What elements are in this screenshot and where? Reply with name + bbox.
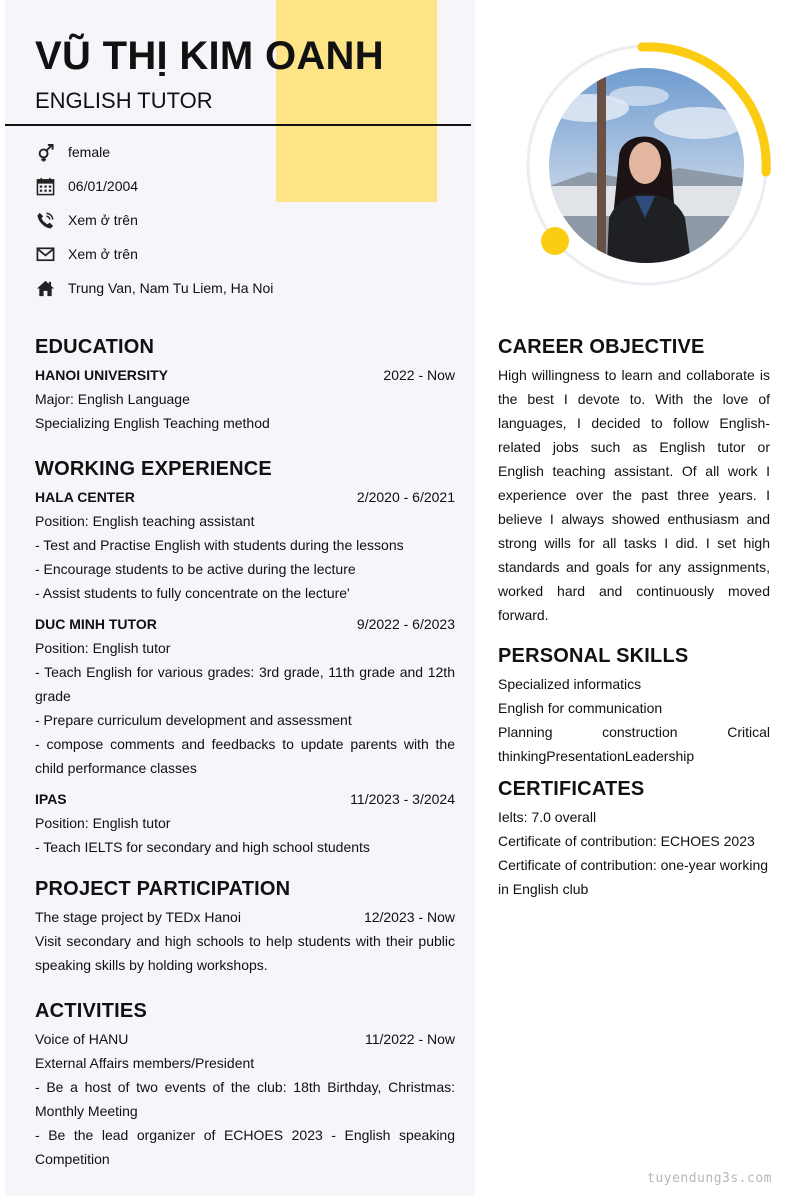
activity-item: - Be the lead organizer of ECHOES 2023 - English speaking Competition xyxy=(35,1127,455,1167)
home-icon xyxy=(35,278,55,298)
education-detail: Specializing English Teaching method xyxy=(35,415,270,431)
job-period: 2/2020 - 6/2021 xyxy=(356,489,455,505)
certificate-item: Ielts: 7.0 overall xyxy=(498,809,597,825)
job-position: Position: English tutor xyxy=(35,640,171,656)
job-task: - Encourage students to be active during the lecture xyxy=(35,561,356,577)
header-divider xyxy=(5,124,471,126)
skill-item: English for communication xyxy=(498,700,663,716)
project-header xyxy=(35,905,455,929)
certificate-item: Certificate of contribution: one-year working in English club xyxy=(498,857,769,897)
gender-value: female xyxy=(68,144,111,160)
education-major: Major: English Language xyxy=(35,391,190,407)
experience-section xyxy=(35,485,455,859)
job-task: - compose comments and feedbacks to update parents with the child performance classes xyxy=(35,736,455,776)
activity-period: 11/2022 - Now xyxy=(364,1031,455,1047)
objective-text: High willingness to learn and collaborate is the best I devote to. With the love of languages, I decided to follow English-related jobs such as English tutor or English teaching assistant. Of all work I experience over the past three years. I believe I always showed enthusiasm and strong wills for all tasks I did. I set high standards and goals for any assignments, worked hard and continuously moved forward. xyxy=(498,367,770,623)
project-period: 12/2023 - Now xyxy=(363,909,455,925)
job-task: - Teach English for various grades: 3rd grade, 11th grade and 12th grade xyxy=(35,664,455,704)
profile-photo-frame xyxy=(520,36,776,292)
calendar-icon xyxy=(35,176,55,196)
job-position: Position: English teaching assistant xyxy=(35,513,255,529)
job-task: - Teach IELTS for secondary and high school students xyxy=(35,839,370,855)
activities-section xyxy=(35,1027,455,1171)
skills-section xyxy=(498,672,770,768)
job-header xyxy=(35,612,455,636)
education-period: 2022 - Now xyxy=(383,367,455,383)
job-company: IPAS xyxy=(35,791,67,807)
education-school: HANOI UNIVERSITY xyxy=(35,367,169,383)
project-name: The stage project by TEDx Hanoi xyxy=(35,909,241,925)
decorative-yellow-block xyxy=(276,0,437,202)
job-header xyxy=(35,787,455,811)
job-header xyxy=(35,485,455,509)
skill-item: Specialized informatics xyxy=(498,676,642,692)
email-value: Xem ở trên xyxy=(68,246,138,262)
birthday-value: 06/01/2004 xyxy=(68,178,139,194)
activity-header xyxy=(35,1027,455,1051)
project-heading: PROJECT PARTICIPATION xyxy=(35,878,291,900)
job-entry xyxy=(35,612,455,780)
certificates-section xyxy=(498,805,770,901)
job-company: HALA CENTER xyxy=(35,489,135,505)
project-description: Visit secondary and high schools to help students with their public speaking skills by holding workshops. xyxy=(35,933,455,973)
address-value: Trung Van, Nam Tu Liem, Ha Noi xyxy=(68,280,274,296)
certificates-heading: CERTIFICATES xyxy=(498,778,645,800)
phone-value: Xem ở trên xyxy=(68,212,138,228)
job-task: - Test and Practise English with students during the lessons xyxy=(35,537,404,553)
job-period: 11/2023 - 3/2024 xyxy=(350,791,455,807)
contact-gender xyxy=(35,142,110,162)
education-entry-header xyxy=(35,363,455,387)
job-task: - Assist students to fully concentrate on the lecture' xyxy=(35,585,350,601)
experience-heading: WORKING EXPERIENCE xyxy=(35,458,272,480)
contact-email xyxy=(35,244,138,264)
job-period: 9/2022 - 6/2023 xyxy=(356,616,455,632)
job-company: DUC MINH TUTOR xyxy=(35,616,157,632)
watermark: tuyendung3s.com xyxy=(647,1171,772,1186)
profile-photo xyxy=(549,68,744,263)
job-title: ENGLISH TUTOR xyxy=(35,88,213,113)
phone-icon xyxy=(35,210,55,230)
education-section xyxy=(35,363,455,435)
skill-item: Planning construction Critical thinkingPresentationLeadership xyxy=(498,724,770,764)
contact-phone xyxy=(35,210,138,230)
contact-address xyxy=(35,278,273,298)
education-heading: EDUCATION xyxy=(35,336,155,358)
job-entry xyxy=(35,485,455,605)
activity-name: Voice of HANU xyxy=(35,1031,129,1047)
mail-icon xyxy=(35,244,55,264)
job-task: - Prepare curriculum development and assessment xyxy=(35,712,352,728)
job-position: Position: English tutor xyxy=(35,815,171,831)
job-entry xyxy=(35,787,455,859)
certificate-item: Certificate of contribution: ECHOES 2023 xyxy=(498,833,755,849)
skills-heading: PERSONAL SKILLS xyxy=(498,645,689,667)
project-section xyxy=(35,905,455,977)
activity-role: External Affairs members/President xyxy=(35,1055,255,1071)
activity-item: - Be a host of two events of the club: 18th Birthday, Christmas: Monthly Meeting xyxy=(35,1079,455,1119)
gender-icon xyxy=(35,142,55,162)
objective-heading: CAREER OBJECTIVE xyxy=(498,336,705,358)
activities-heading: ACTIVITIES xyxy=(35,1000,148,1022)
candidate-name: VŨ THỊ KIM OANH xyxy=(35,34,384,78)
contact-birthday xyxy=(35,176,138,196)
